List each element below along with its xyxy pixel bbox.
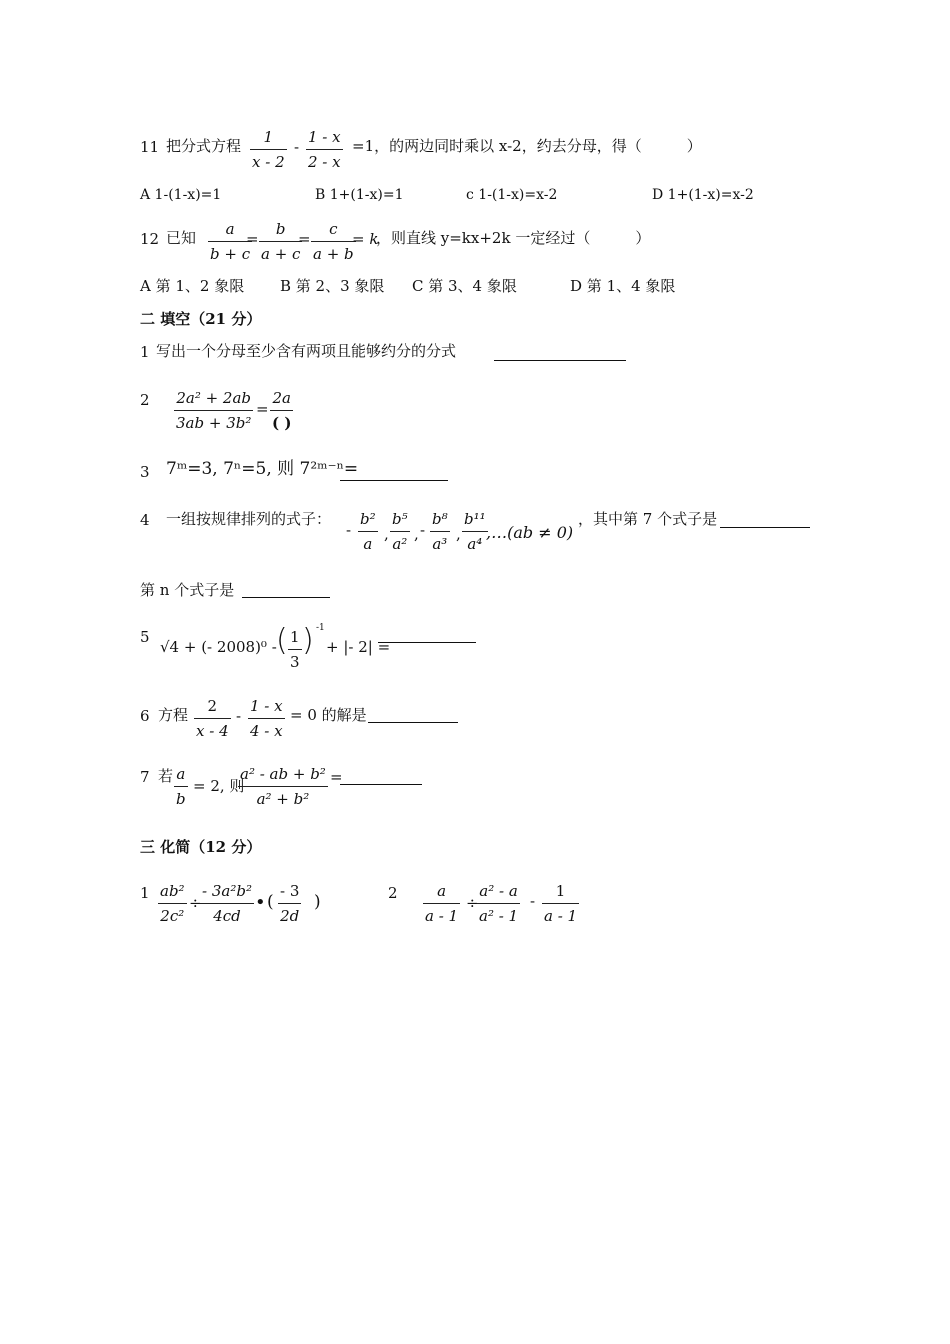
numerator: b⁸	[432, 510, 448, 528]
fill-5-expression: √4 + (- 2008)⁰ -	[160, 638, 277, 656]
fill-4-comma-3: ,	[456, 525, 461, 543]
simplify-1-fraction-b	[200, 884, 254, 924]
q11-option-a: A 1-(1-x)=1	[140, 187, 222, 203]
fill-4-answer-blank-1[interactable]	[720, 527, 810, 528]
q12-option-b: B 第 2、3 象限	[280, 277, 385, 295]
simplify-2-minus: -	[530, 892, 536, 910]
fill-4-tail: ,…(ab ≠ 0)	[486, 523, 574, 542]
numerator: ab²	[160, 882, 185, 900]
numerator: a	[176, 765, 186, 783]
fill-6-number: 6	[140, 707, 150, 725]
fill-5-tail: + |- 2| =	[326, 638, 391, 656]
denominator: a + b	[313, 245, 354, 263]
denominator: 4cd	[213, 907, 241, 925]
denominator: 2 - x	[308, 153, 341, 171]
fill-4-term-3	[430, 512, 450, 552]
denominator: a - 1	[425, 907, 459, 925]
fill-1-answer-blank[interactable]	[494, 360, 626, 361]
numerator: - 3a²b²	[202, 882, 252, 900]
fill-4-text: 一组按规律排列的式子：	[166, 510, 332, 528]
numerator: a	[225, 220, 235, 238]
denominator: b	[176, 790, 186, 808]
numerator: 2	[207, 697, 218, 715]
fill-5-exponent: -1	[316, 623, 325, 633]
fill-4-answer-blank-2[interactable]	[242, 597, 330, 598]
numerator: a² - a	[479, 882, 518, 900]
q12-fraction-2	[259, 222, 302, 262]
fill-4-minus-2: -	[420, 521, 426, 539]
q11-fraction-2	[306, 130, 343, 170]
denominator: a² + b²	[256, 790, 310, 808]
fill-2-fraction	[174, 391, 253, 431]
denominator: x - 2	[252, 153, 285, 171]
q12-option-c: C 第 3、4 象限	[412, 277, 517, 295]
fill-5-right-paren: )	[302, 623, 314, 658]
fill-7-equals: =	[330, 768, 343, 786]
denominator: 2d	[280, 907, 300, 925]
numerator: c	[329, 220, 338, 238]
numerator: b¹¹	[464, 510, 486, 528]
fill-4-number: 4	[140, 511, 150, 529]
fill-6-rest: = 0 的解是	[290, 706, 367, 724]
q11-option-c: c 1-(1-x)=x-2	[466, 187, 558, 203]
denominator: 3	[290, 653, 300, 671]
fill-5-answer-blank[interactable]	[378, 642, 476, 643]
denominator: 3ab + 3b²	[176, 414, 252, 432]
simplify-2-divide: ÷	[466, 894, 479, 912]
numerator: 1	[263, 128, 274, 146]
fill-4-term-2	[390, 512, 410, 552]
denominator: a	[363, 535, 373, 553]
denominator: x - 4	[196, 722, 229, 740]
q12-equals-k: = k	[352, 230, 379, 248]
denominator: a²	[392, 535, 408, 553]
fill-3-expression: 7ᵐ=3, 7ⁿ=5, 则 7²ᵐ⁻ⁿ=	[166, 459, 359, 479]
fill-6-fraction-2	[248, 699, 285, 739]
numerator: - 3	[280, 882, 300, 900]
simplify-1-fraction-a	[158, 884, 187, 924]
q11-text: 把分式方程	[166, 137, 242, 155]
simplify-2-fraction-c	[542, 884, 579, 924]
fill-7-number: 7	[140, 768, 150, 786]
numerator: 2a	[272, 389, 291, 407]
fill-7-fraction-1	[174, 767, 188, 807]
numerator: b²	[360, 510, 376, 528]
q11-number: 11	[140, 138, 160, 156]
denominator: a⁴	[467, 535, 483, 553]
q11-option-d: D 1+(1-x)=x-2	[652, 187, 754, 203]
fill-6-fraction-1	[194, 699, 231, 739]
q11-option-b: B 1+(1-x)=1	[315, 187, 404, 203]
fill-3-number: 3	[140, 463, 150, 481]
simplify-1-right-paren: )	[314, 892, 321, 912]
fill-2-equals: =	[256, 400, 269, 418]
simplify-2-fraction-a	[423, 884, 460, 924]
numerator: b	[275, 220, 286, 238]
q11-rest: =1，的两边同时乘以 x-2，约去分母，得（ ）	[352, 137, 702, 155]
fill-2-number: 2	[140, 391, 150, 409]
section-3-heading: 三 化简（12 分）	[140, 838, 262, 856]
numerator: 2a² + 2ab	[176, 389, 252, 407]
q12-equals-2: =	[298, 230, 311, 248]
simplify-1-divide: ÷	[189, 894, 202, 912]
simplify-2-number: 2	[388, 884, 398, 902]
numerator: 1	[555, 882, 566, 900]
fill-5-left-paren: (	[276, 623, 288, 658]
denominator: a - 1	[544, 907, 578, 925]
denominator-blank[interactable]: ( )	[272, 414, 292, 432]
numerator: 1 - x	[308, 128, 341, 146]
fill-6-minus: -	[236, 707, 242, 725]
q12-option-d: D 第 1、4 象限	[570, 277, 676, 295]
fill-7-text: 若	[158, 767, 174, 785]
denominator: a + c	[261, 245, 301, 263]
fill-4-comma-1: ,	[384, 525, 389, 543]
q12-text: 已知	[166, 229, 197, 247]
fill-4-term-4	[462, 512, 488, 552]
q12-equals-1: =	[246, 230, 259, 248]
fill-4-rest: ，其中第 7 个式子是	[578, 510, 718, 528]
q12-option-a: A 第 1、2 象限	[140, 277, 245, 295]
denominator: 2c²	[160, 907, 185, 925]
fill-4-comma-2: ,	[414, 525, 419, 543]
simplify-1-left-paren: (	[267, 892, 274, 912]
simplify-1-fraction-c	[278, 884, 301, 924]
fill-3-answer-blank[interactable]	[340, 480, 448, 481]
simplify-1-dot: •	[255, 892, 266, 913]
denominator: 4 - x	[250, 722, 283, 740]
fill-1-number: 1	[140, 343, 150, 361]
fill-4-term-1	[358, 512, 378, 552]
denominator: a² - 1	[479, 907, 519, 925]
numerator: 1	[290, 628, 300, 646]
denominator: a³	[432, 535, 448, 553]
fill-7-mid: = 2, 则	[193, 777, 245, 795]
q12-fraction-3	[311, 222, 356, 262]
q11-fraction-1	[250, 130, 287, 170]
section-2-heading: 二 填空（21 分）	[140, 310, 262, 328]
fill-5-number: 5	[140, 628, 150, 646]
numerator: 1 - x	[250, 697, 283, 715]
fill-1-text: 写出一个分母至少含有两项且能够约分的分式	[156, 342, 457, 360]
fill-6-answer-blank[interactable]	[368, 722, 458, 723]
fill-4-line-2: 第 n 个式子是	[140, 581, 235, 599]
fill-4-minus-1: -	[346, 521, 352, 539]
q12-number: 12	[140, 230, 160, 248]
q12-rest: ，则直线 y=kx+2k 一定经过（ ）	[376, 229, 651, 247]
numerator: a	[437, 882, 447, 900]
q11-minus: -	[294, 138, 300, 156]
numerator: b⁵	[392, 510, 408, 528]
fill-5-fraction	[288, 630, 302, 670]
fill-2-result-fraction	[270, 391, 293, 431]
fill-7-fraction-2	[238, 767, 328, 807]
simplify-2-fraction-b	[477, 884, 520, 924]
denominator: b + c	[210, 245, 251, 263]
numerator: a² - ab + b²	[240, 765, 326, 783]
simplify-1-number: 1	[140, 884, 150, 902]
fill-6-text: 方程	[158, 706, 189, 724]
fill-7-answer-blank[interactable]	[340, 784, 422, 785]
